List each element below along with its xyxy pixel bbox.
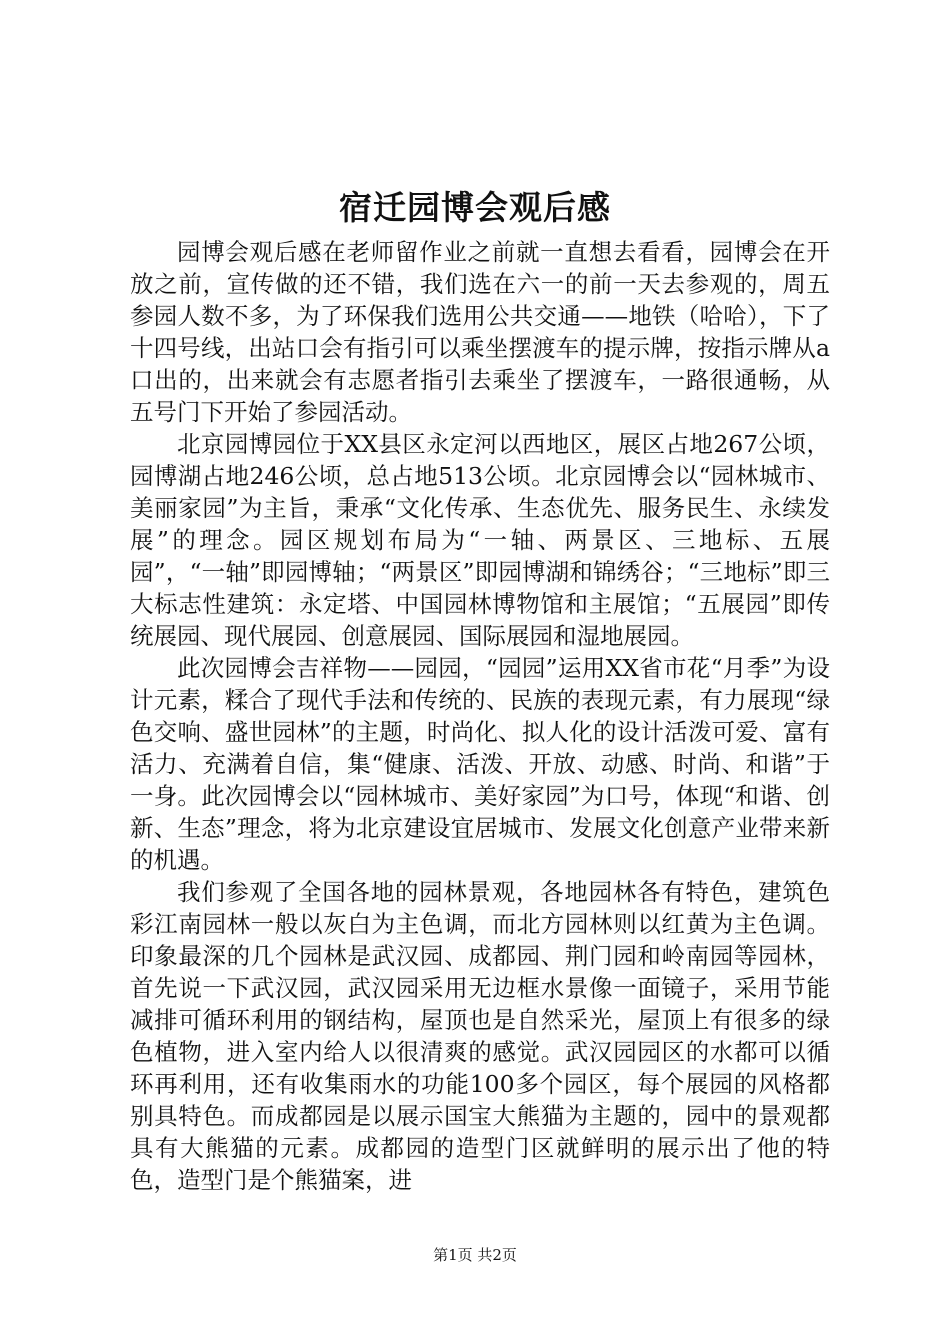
document-body xyxy=(130,236,830,1196)
document-title: 宿迁园博会观后感 xyxy=(339,188,611,227)
page-number-footer: 第1页 共2页 xyxy=(433,1246,517,1264)
paragraph: 我们参观了全国各地的园林景观，各地园林各有特色，建筑色彩江南园林一般以灰白为主色调，而北方园林则以红黄为主色调。印象最深的几个园林是武汉园、成都园、荆门园和岭南园等园林，首先说一下武汉园，武汉园采用无边框水景像一面镜子，采用节能减排可循环利用的钢结构，屋顶也是自然采光，屋顶上有很多的绿色植物，进入室内给人以很清爽的感觉。武汉园园区的水都可以循环再利用，还有收集雨水的功能100多个园区，每个展园的风格都别具特色。而成都园是以展示国宝大熊猫为主题的，园中的景观都具有大熊猫的元素。成都园的造型门区就鲜明的展示出了他的特色，造型门是个熊猫案，进 xyxy=(130,878,830,1194)
paragraph: 园博会观后感在老师留作业之前就一直想去看看，园博会在开放之前，宣传做的还不错，我们选在六一的前一天去参观的，周五参园人数不多，为了环保我们选用公共交通——地铁（哈哈），下了十四号线，出站口会有指引可以乘坐摆渡车的提示牌，按指示牌从a口出的，出来就会有志愿者指引去乘坐了摆渡车，一路很通畅，从五号门下开始了参园活动。 xyxy=(130,238,830,426)
paragraph: 此次园博会吉祥物——园园，“园园”运用XX省市花“月季”为设计元素，糅合了现代手法和传统的、民族的表现元素，有力展现“绿色交响、盛世园林”的主题，时尚化、拟人化的设计活泼可爱、富有活力、充满着自信，集“健康、活泼、开放、动感、时尚、和谐”于一身。此次园博会以“园林城市、美好家园”为口号，体现“和谐、创新、生态”理念，将为北京建设宜居城市、发展文化创意产业带来新的机遇。 xyxy=(130,654,830,874)
paragraph: 北京园博园位于XX县区永定河以西地区，展区占地267公顷，园博湖占地246公顷，总占地513公顷。北京园博会以“园林城市、美丽家园”为主旨，秉承“文化传承、生态优先、服务民生、永续发展”的理念。园区规划布局为“一轴、两景区、三地标、五展园”，“一轴”即园博轴；“两景区”即园博湖和锦绣谷；“三地标”即三大标志性建筑：永定塔、中国园林博物馆和主展馆；“五展园”即传统展园、现代展园、创意展园、国际展园和湿地展园。 xyxy=(130,430,830,650)
